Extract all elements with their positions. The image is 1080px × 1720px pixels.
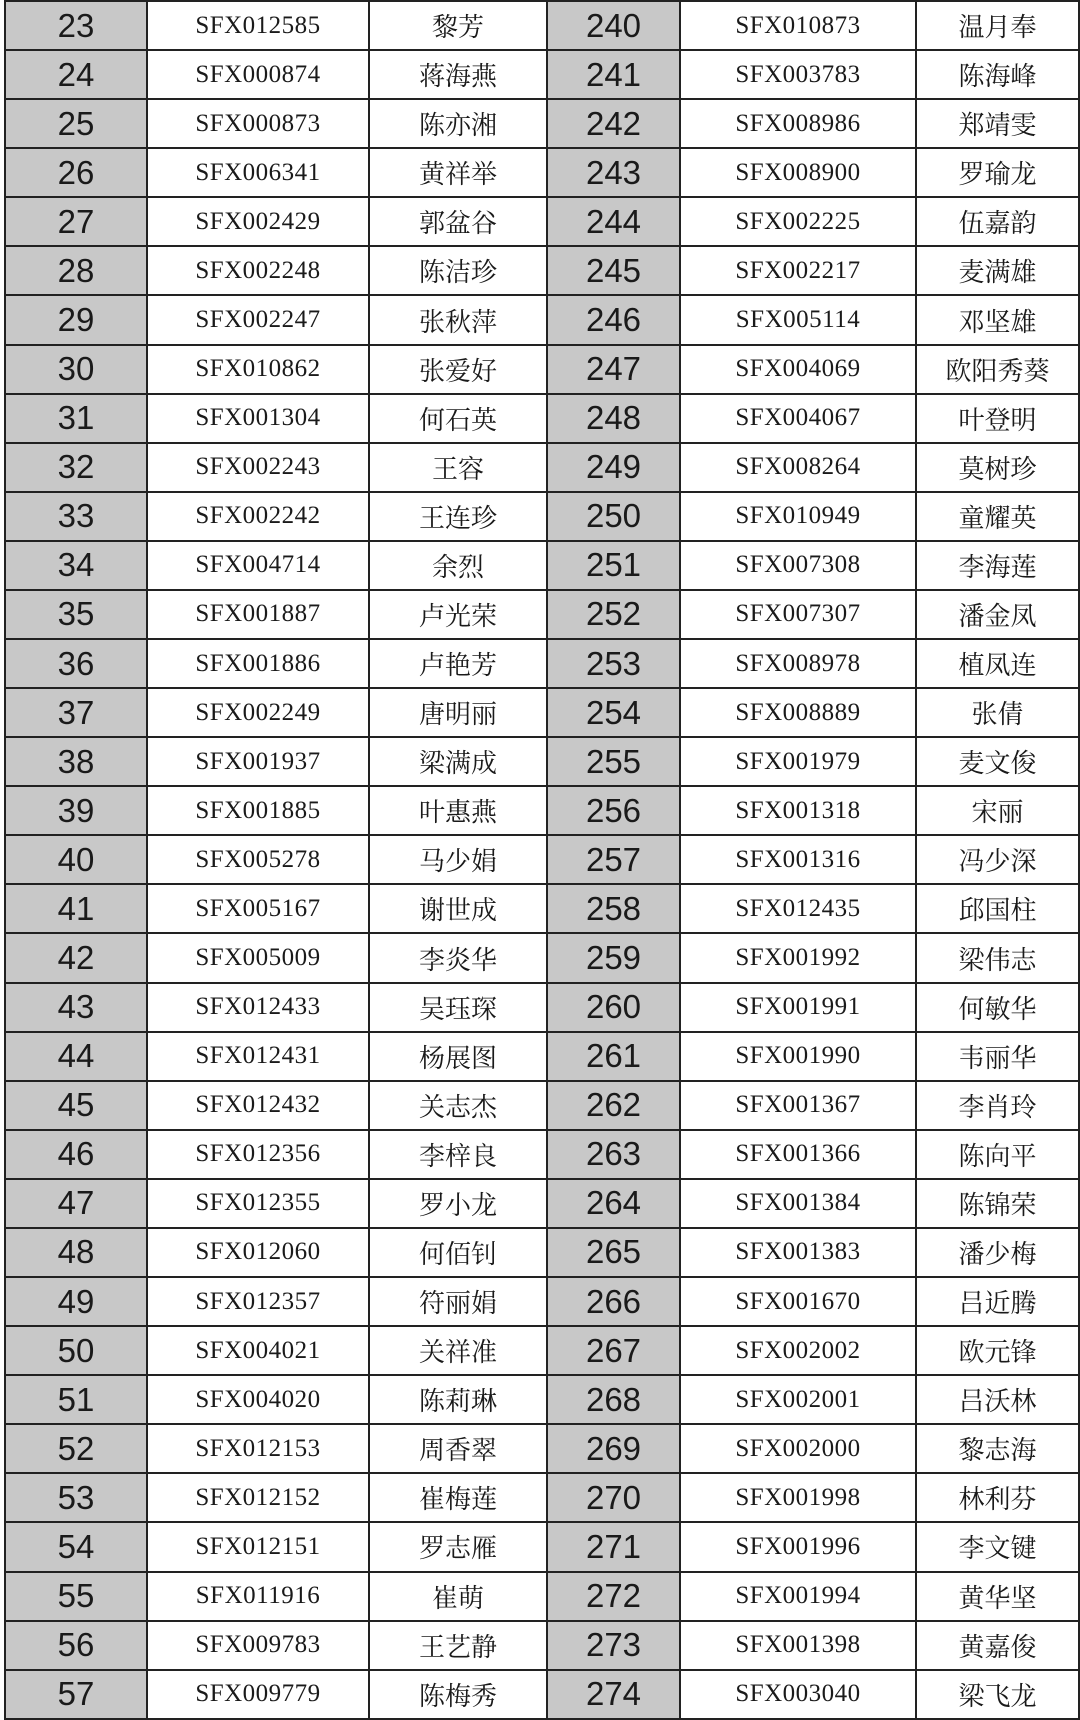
member-code-right: SFX001366	[680, 1130, 916, 1179]
roster-table	[4, 0, 1080, 1720]
member-code-left: SFX001885	[147, 786, 369, 835]
table-row	[5, 688, 1079, 737]
member-code-right: SFX001316	[680, 835, 916, 884]
table-row	[5, 1621, 1079, 1670]
member-name-left: 卢光荣	[369, 590, 547, 639]
member-name-right: 李海莲	[916, 541, 1079, 590]
member-name-left: 梁满成	[369, 737, 547, 786]
member-code-right: SFX008978	[680, 639, 916, 688]
member-name-left: 唐明丽	[369, 688, 547, 737]
row-number-right: 259	[547, 933, 680, 982]
member-name-left: 王连珍	[369, 492, 547, 541]
member-code-right: SFX003783	[680, 50, 916, 99]
member-code-right: SFX001383	[680, 1228, 916, 1277]
member-code-right: SFX001670	[680, 1277, 916, 1326]
table-row	[5, 345, 1079, 394]
member-name-right: 邓坚雄	[916, 295, 1079, 344]
member-code-left: SFX012153	[147, 1424, 369, 1473]
row-number-left: 35	[5, 590, 147, 639]
member-name-right: 吕近腾	[916, 1277, 1079, 1326]
row-number-left: 57	[5, 1670, 147, 1719]
member-name-right: 欧元锋	[916, 1326, 1079, 1375]
row-number-left: 32	[5, 443, 147, 492]
member-code-right: SFX001384	[680, 1179, 916, 1228]
member-name-left: 关祥准	[369, 1326, 547, 1375]
row-number-left: 40	[5, 835, 147, 884]
row-number-right: 257	[547, 835, 680, 884]
row-number-right: 273	[547, 1621, 680, 1670]
row-number-right: 270	[547, 1473, 680, 1522]
member-name-right: 梁飞龙	[916, 1670, 1079, 1719]
member-name-left: 卢艳芳	[369, 639, 547, 688]
member-name-right: 麦满雄	[916, 246, 1079, 295]
member-code-left: SFX012151	[147, 1522, 369, 1571]
row-number-left: 55	[5, 1572, 147, 1621]
member-code-right: SFX003040	[680, 1670, 916, 1719]
member-code-left: SFX001937	[147, 737, 369, 786]
row-number-right: 248	[547, 394, 680, 443]
member-code-right: SFX001398	[680, 1621, 916, 1670]
table-row	[5, 835, 1079, 884]
table-row	[5, 1572, 1079, 1621]
member-code-left: SFX004714	[147, 541, 369, 590]
member-code-left: SFX012355	[147, 1179, 369, 1228]
member-name-left: 陈亦湘	[369, 99, 547, 148]
member-name-right: 张倩	[916, 688, 1079, 737]
member-code-right: SFX008264	[680, 443, 916, 492]
row-number-left: 37	[5, 688, 147, 737]
member-name-left: 马少娟	[369, 835, 547, 884]
table-row	[5, 737, 1079, 786]
member-name-right: 温月奉	[916, 1, 1079, 50]
table-row	[5, 1326, 1079, 1375]
member-code-left: SFX005167	[147, 884, 369, 933]
row-number-right: 265	[547, 1228, 680, 1277]
member-name-left: 何佰钊	[369, 1228, 547, 1277]
member-code-left: SFX011916	[147, 1572, 369, 1621]
member-name-left: 蒋海燕	[369, 50, 547, 99]
member-name-right: 宋丽	[916, 786, 1079, 835]
row-number-left: 28	[5, 246, 147, 295]
member-code-right: SFX002002	[680, 1326, 916, 1375]
row-number-right: 264	[547, 1179, 680, 1228]
member-code-left: SFX002429	[147, 197, 369, 246]
row-number-left: 53	[5, 1473, 147, 1522]
member-code-left: SFX004021	[147, 1326, 369, 1375]
member-code-left: SFX012585	[147, 1, 369, 50]
member-name-right: 邱国柱	[916, 884, 1079, 933]
row-number-right: 254	[547, 688, 680, 737]
member-code-right: SFX001994	[680, 1572, 916, 1621]
member-code-right: SFX002000	[680, 1424, 916, 1473]
row-number-left: 41	[5, 884, 147, 933]
member-name-left: 李炎华	[369, 933, 547, 982]
row-number-right: 250	[547, 492, 680, 541]
member-code-left: SFX012356	[147, 1130, 369, 1179]
member-name-left: 陈洁珍	[369, 246, 547, 295]
row-number-right: 240	[547, 1, 680, 50]
row-number-left: 39	[5, 786, 147, 835]
row-number-right: 274	[547, 1670, 680, 1719]
member-name-left: 王艺静	[369, 1621, 547, 1670]
member-name-right: 韦丽华	[916, 1032, 1079, 1081]
row-number-right: 256	[547, 786, 680, 835]
member-name-right: 黄嘉俊	[916, 1621, 1079, 1670]
member-code-left: SFX012432	[147, 1081, 369, 1130]
member-code-right: SFX004069	[680, 345, 916, 394]
table-row	[5, 99, 1079, 148]
table-row	[5, 983, 1079, 1032]
row-number-right: 271	[547, 1522, 680, 1571]
member-code-right: SFX004067	[680, 394, 916, 443]
member-code-right: SFX001991	[680, 983, 916, 1032]
row-number-right: 249	[547, 443, 680, 492]
member-name-left: 陈梅秀	[369, 1670, 547, 1719]
member-code-left: SFX001304	[147, 394, 369, 443]
member-code-right: SFX008900	[680, 148, 916, 197]
row-number-left: 42	[5, 933, 147, 982]
table-row	[5, 246, 1079, 295]
row-number-left: 30	[5, 345, 147, 394]
row-number-left: 34	[5, 541, 147, 590]
table-row	[5, 394, 1079, 443]
row-number-left: 54	[5, 1522, 147, 1571]
table-row	[5, 148, 1079, 197]
member-code-right: SFX010949	[680, 492, 916, 541]
member-code-left: SFX005278	[147, 835, 369, 884]
row-number-right: 272	[547, 1572, 680, 1621]
row-number-right: 247	[547, 345, 680, 394]
member-code-left: SFX002242	[147, 492, 369, 541]
member-name-left: 黎芳	[369, 1, 547, 50]
member-name-left: 符丽娟	[369, 1277, 547, 1326]
member-code-right: SFX007307	[680, 590, 916, 639]
row-number-left: 29	[5, 295, 147, 344]
row-number-left: 51	[5, 1375, 147, 1424]
member-code-right: SFX007308	[680, 541, 916, 590]
member-name-left: 谢世成	[369, 884, 547, 933]
row-number-left: 56	[5, 1621, 147, 1670]
row-number-right: 263	[547, 1130, 680, 1179]
member-code-right: SFX001992	[680, 933, 916, 982]
row-number-right: 262	[547, 1081, 680, 1130]
member-code-right: SFX010873	[680, 1, 916, 50]
member-code-right: SFX002001	[680, 1375, 916, 1424]
member-name-right: 童耀英	[916, 492, 1079, 541]
row-number-left: 27	[5, 197, 147, 246]
row-number-left: 48	[5, 1228, 147, 1277]
row-number-right: 269	[547, 1424, 680, 1473]
roster-table-body	[5, 1, 1079, 1719]
member-code-right: SFX012435	[680, 884, 916, 933]
table-row	[5, 295, 1079, 344]
row-number-right: 255	[547, 737, 680, 786]
row-number-left: 45	[5, 1081, 147, 1130]
member-name-left: 周香翠	[369, 1424, 547, 1473]
member-name-right: 何敏华	[916, 983, 1079, 1032]
table-row	[5, 197, 1079, 246]
member-name-right: 冯少深	[916, 835, 1079, 884]
table-row	[5, 1228, 1079, 1277]
member-code-left: SFX012433	[147, 983, 369, 1032]
member-name-left: 余烈	[369, 541, 547, 590]
member-code-left: SFX010862	[147, 345, 369, 394]
member-code-left: SFX001886	[147, 639, 369, 688]
member-code-right: SFX001367	[680, 1081, 916, 1130]
member-code-left: SFX012060	[147, 1228, 369, 1277]
member-code-left: SFX009783	[147, 1621, 369, 1670]
member-name-left: 李梓良	[369, 1130, 547, 1179]
member-name-left: 罗志雁	[369, 1522, 547, 1571]
row-number-left: 38	[5, 737, 147, 786]
member-name-left: 崔梅莲	[369, 1473, 547, 1522]
member-name-left: 张秋萍	[369, 295, 547, 344]
row-number-right: 241	[547, 50, 680, 99]
table-row	[5, 1277, 1079, 1326]
member-name-right: 黎志海	[916, 1424, 1079, 1473]
row-number-left: 33	[5, 492, 147, 541]
member-code-left: SFX002248	[147, 246, 369, 295]
row-number-left: 49	[5, 1277, 147, 1326]
table-row	[5, 1179, 1079, 1228]
member-name-left: 陈莉琳	[369, 1375, 547, 1424]
member-name-right: 李文键	[916, 1522, 1079, 1571]
row-number-left: 47	[5, 1179, 147, 1228]
table-row	[5, 1670, 1079, 1719]
row-number-left: 52	[5, 1424, 147, 1473]
member-name-left: 何石英	[369, 394, 547, 443]
roster-sheet	[4, 0, 1078, 1720]
member-code-right: SFX008889	[680, 688, 916, 737]
member-name-left: 吴珏琛	[369, 983, 547, 1032]
member-code-right: SFX002217	[680, 246, 916, 295]
member-code-left: SFX004020	[147, 1375, 369, 1424]
member-code-left: SFX002249	[147, 688, 369, 737]
member-name-left: 黄祥举	[369, 148, 547, 197]
row-number-right: 244	[547, 197, 680, 246]
member-name-left: 叶惠燕	[369, 786, 547, 835]
table-row	[5, 492, 1079, 541]
table-row	[5, 786, 1079, 835]
table-row	[5, 933, 1079, 982]
member-code-right: SFX001318	[680, 786, 916, 835]
table-row	[5, 1522, 1079, 1571]
table-row	[5, 1424, 1079, 1473]
table-row	[5, 1032, 1079, 1081]
row-number-right: 266	[547, 1277, 680, 1326]
member-code-right: SFX002225	[680, 197, 916, 246]
table-row	[5, 639, 1079, 688]
row-number-right: 260	[547, 983, 680, 1032]
member-name-left: 崔萌	[369, 1572, 547, 1621]
member-name-right: 麦文俊	[916, 737, 1079, 786]
table-row	[5, 541, 1079, 590]
member-name-right: 林利芬	[916, 1473, 1079, 1522]
row-number-left: 50	[5, 1326, 147, 1375]
member-name-right: 欧阳秀葵	[916, 345, 1079, 394]
member-name-right: 植凤连	[916, 639, 1079, 688]
member-code-left: SFX012357	[147, 1277, 369, 1326]
table-row	[5, 443, 1079, 492]
row-number-right: 267	[547, 1326, 680, 1375]
member-code-left: SFX012431	[147, 1032, 369, 1081]
row-number-right: 261	[547, 1032, 680, 1081]
table-row	[5, 1375, 1079, 1424]
member-code-right: SFX001990	[680, 1032, 916, 1081]
member-name-right: 潘少梅	[916, 1228, 1079, 1277]
member-name-left: 关志杰	[369, 1081, 547, 1130]
member-code-right: SFX001998	[680, 1473, 916, 1522]
member-name-right: 陈向平	[916, 1130, 1079, 1179]
table-row	[5, 1081, 1079, 1130]
member-name-right: 李肖玲	[916, 1081, 1079, 1130]
member-code-right: SFX008986	[680, 99, 916, 148]
member-name-right: 黄华坚	[916, 1572, 1079, 1621]
member-code-left: SFX002243	[147, 443, 369, 492]
table-row	[5, 1473, 1079, 1522]
member-name-right: 吕沃林	[916, 1375, 1079, 1424]
member-code-left: SFX002247	[147, 295, 369, 344]
member-name-right: 郑靖雯	[916, 99, 1079, 148]
member-code-left: SFX000873	[147, 99, 369, 148]
member-name-left: 杨展图	[369, 1032, 547, 1081]
member-code-right: SFX001979	[680, 737, 916, 786]
member-name-right: 叶登明	[916, 394, 1079, 443]
member-code-left: SFX001887	[147, 590, 369, 639]
table-row	[5, 1, 1079, 50]
member-name-left: 张爱好	[369, 345, 547, 394]
member-name-right: 陈锦荣	[916, 1179, 1079, 1228]
member-code-right: SFX001996	[680, 1522, 916, 1571]
row-number-right: 258	[547, 884, 680, 933]
row-number-left: 36	[5, 639, 147, 688]
row-number-left: 23	[5, 1, 147, 50]
row-number-right: 245	[547, 246, 680, 295]
row-number-left: 31	[5, 394, 147, 443]
member-name-right: 梁伟志	[916, 933, 1079, 982]
member-name-left: 王容	[369, 443, 547, 492]
member-name-left: 郭盆谷	[369, 197, 547, 246]
member-name-left: 罗小龙	[369, 1179, 547, 1228]
table-row	[5, 1130, 1079, 1179]
row-number-right: 268	[547, 1375, 680, 1424]
member-name-right: 莫树珍	[916, 443, 1079, 492]
row-number-right: 252	[547, 590, 680, 639]
member-code-left: SFX009779	[147, 1670, 369, 1719]
table-row	[5, 884, 1079, 933]
row-number-right: 246	[547, 295, 680, 344]
row-number-right: 242	[547, 99, 680, 148]
table-row	[5, 590, 1079, 639]
member-code-right: SFX005114	[680, 295, 916, 344]
table-row	[5, 50, 1079, 99]
row-number-right: 251	[547, 541, 680, 590]
member-name-right: 伍嘉韵	[916, 197, 1079, 246]
member-code-left: SFX006341	[147, 148, 369, 197]
row-number-right: 243	[547, 148, 680, 197]
member-name-right: 罗瑜龙	[916, 148, 1079, 197]
row-number-right: 253	[547, 639, 680, 688]
row-number-left: 46	[5, 1130, 147, 1179]
member-code-left: SFX005009	[147, 933, 369, 982]
row-number-left: 44	[5, 1032, 147, 1081]
member-code-left: SFX012152	[147, 1473, 369, 1522]
row-number-left: 43	[5, 983, 147, 1032]
member-code-left: SFX000874	[147, 50, 369, 99]
row-number-left: 26	[5, 148, 147, 197]
member-name-right: 潘金凤	[916, 590, 1079, 639]
member-name-right: 陈海峰	[916, 50, 1079, 99]
row-number-left: 25	[5, 99, 147, 148]
row-number-left: 24	[5, 50, 147, 99]
